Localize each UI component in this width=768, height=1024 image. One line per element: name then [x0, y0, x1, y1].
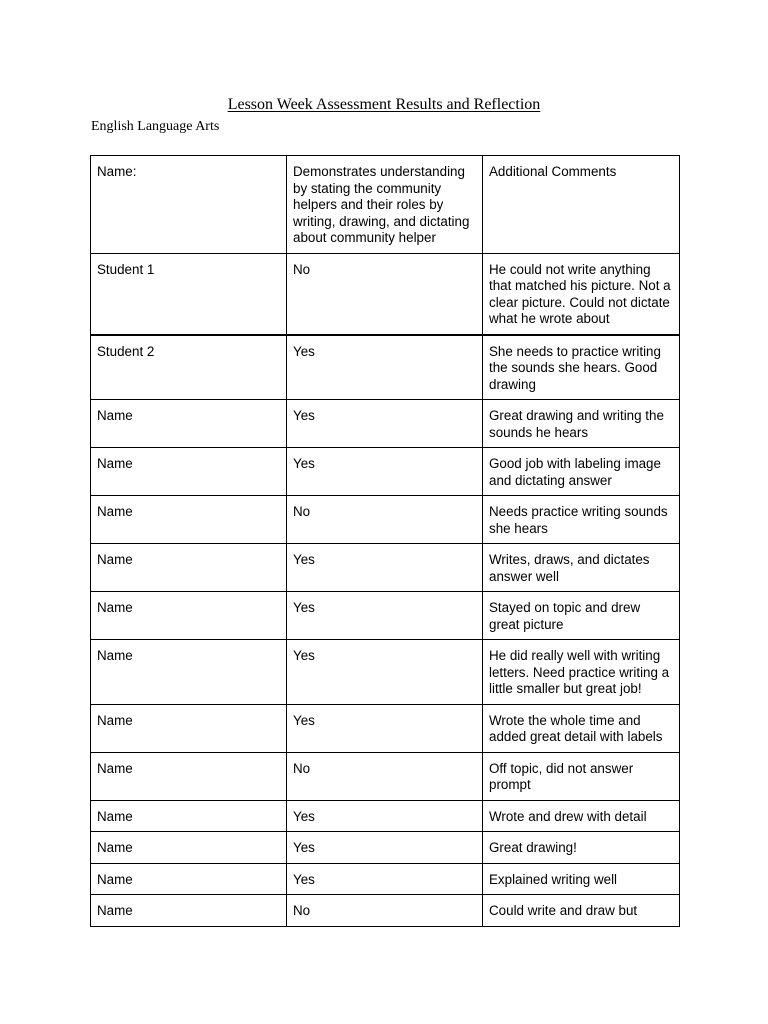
student-name-cell: Name	[91, 704, 287, 752]
student-name-cell: Name	[91, 895, 287, 927]
comment-cell: Great drawing!	[483, 832, 680, 864]
table-row	[91, 400, 680, 448]
result-cell: Yes	[287, 863, 483, 895]
student-name-cell: Name	[91, 640, 287, 705]
table-row	[91, 895, 680, 927]
assessment-table	[90, 155, 680, 927]
result-cell: Yes	[287, 800, 483, 832]
student-name-cell: Name	[91, 544, 287, 592]
header-comments: Additional Comments	[483, 156, 680, 254]
header-name: Name:	[91, 156, 287, 254]
comment-cell: Writes, draws, and dictates answer well	[483, 544, 680, 592]
result-cell: Yes	[287, 544, 483, 592]
table-row	[91, 863, 680, 895]
comment-cell: Needs practice writing sounds she hears	[483, 496, 680, 544]
result-cell: Yes	[287, 448, 483, 496]
table-row	[91, 335, 680, 400]
subject-label: English Language Arts	[91, 119, 220, 134]
comment-cell: She needs to practice writing the sounds she hears. Good drawing	[483, 335, 680, 400]
comment-cell: Great drawing and writing the sounds he hears	[483, 400, 680, 448]
comment-cell: Explained writing well	[483, 863, 680, 895]
student-name-cell: Name	[91, 592, 287, 640]
comment-cell: Off topic, did not answer prompt	[483, 752, 680, 800]
result-cell: No	[287, 752, 483, 800]
table-row	[91, 752, 680, 800]
result-cell: No	[287, 253, 483, 335]
result-cell: No	[287, 895, 483, 927]
header-criterion: Demonstrates understanding by stating the community helpers and their roles by writing, drawing, and dictating about community helper	[287, 156, 483, 254]
page-title: Lesson Week Assessment Results and Reflection	[227, 96, 541, 113]
result-cell: Yes	[287, 592, 483, 640]
table-row	[91, 592, 680, 640]
result-cell: No	[287, 496, 483, 544]
comment-cell: He could not write anything that matched his picture. Not a clear picture. Could not dictate what he wrote about	[483, 253, 680, 335]
comment-cell: He did really well with writing letters. Need practice writing a little smaller but great job!	[483, 640, 680, 705]
table-row	[91, 448, 680, 496]
student-name-cell: Student 1	[91, 253, 287, 335]
result-cell: Yes	[287, 335, 483, 400]
result-cell: Yes	[287, 832, 483, 864]
table-row	[91, 496, 680, 544]
student-name-cell: Student 2	[91, 335, 287, 400]
table-row	[91, 704, 680, 752]
student-name-cell: Name	[91, 832, 287, 864]
table-row	[91, 544, 680, 592]
student-name-cell: Name	[91, 800, 287, 832]
result-cell: Yes	[287, 704, 483, 752]
result-cell: Yes	[287, 400, 483, 448]
comment-cell: Could write and draw but	[483, 895, 680, 927]
student-name-cell: Name	[91, 448, 287, 496]
student-name-cell: Name	[91, 863, 287, 895]
student-name-cell: Name	[91, 752, 287, 800]
result-cell: Yes	[287, 640, 483, 705]
comment-cell: Wrote and drew with detail	[483, 800, 680, 832]
student-name-cell: Name	[91, 496, 287, 544]
table-row	[91, 253, 680, 335]
comment-cell: Good job with labeling image and dictating answer	[483, 448, 680, 496]
comment-cell: Stayed on topic and drew great picture	[483, 592, 680, 640]
table-header-row	[91, 156, 680, 254]
table-row	[91, 800, 680, 832]
table-row	[91, 640, 680, 705]
table-row	[91, 832, 680, 864]
student-name-cell: Name	[91, 400, 287, 448]
comment-cell: Wrote the whole time and added great detail with labels	[483, 704, 680, 752]
